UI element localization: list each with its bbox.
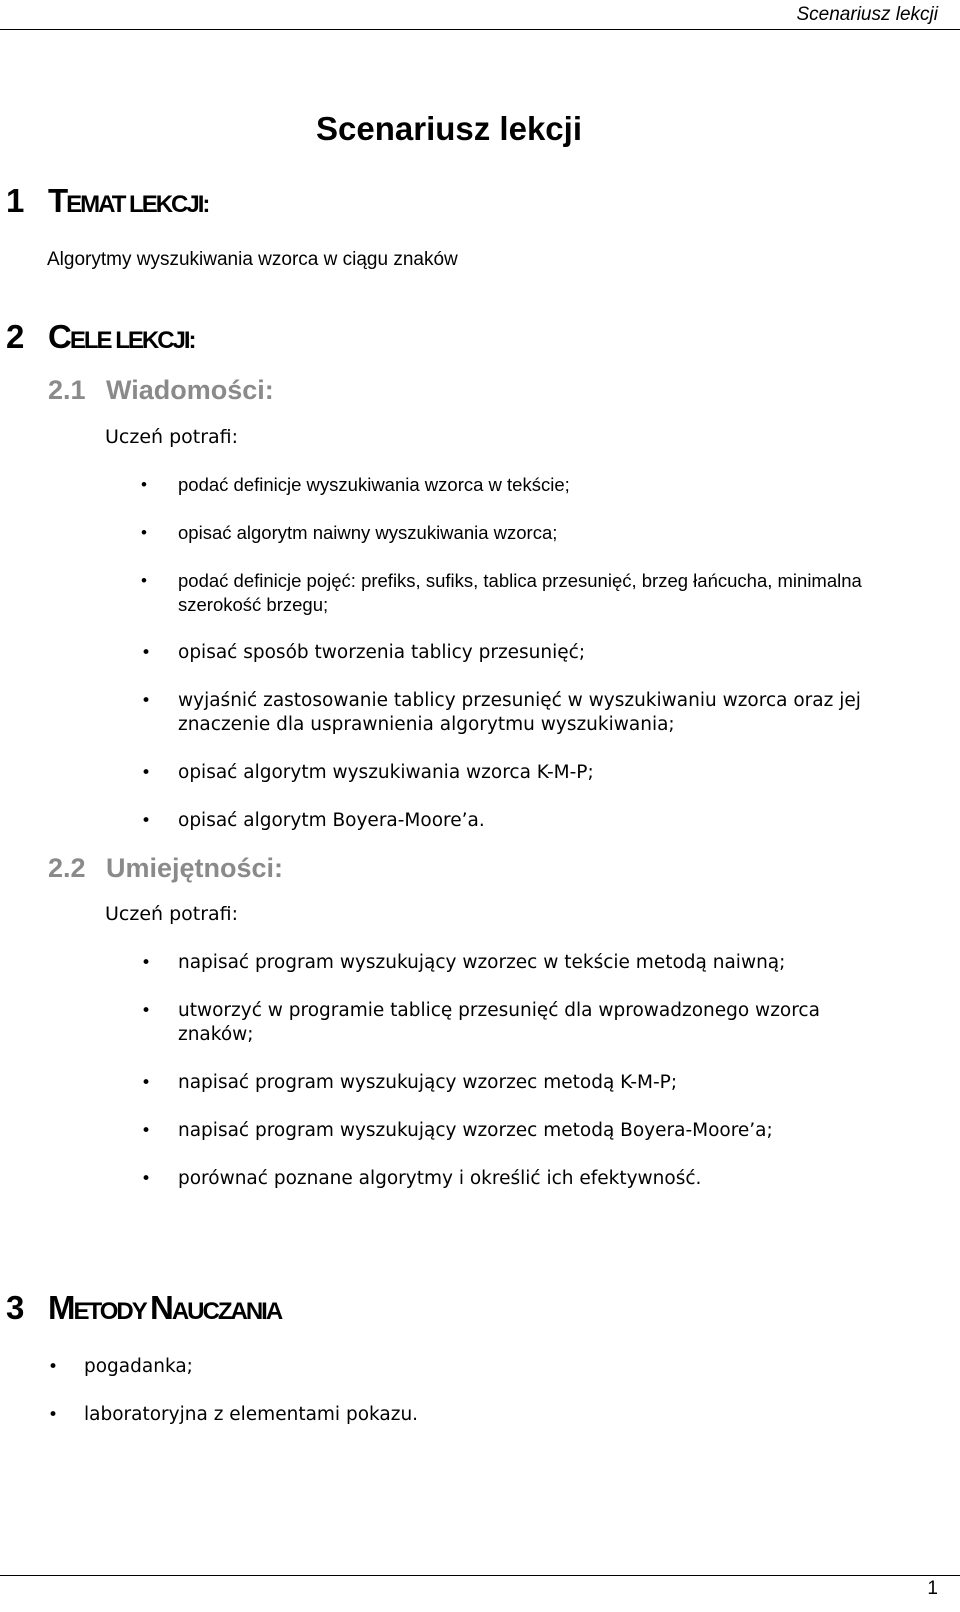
knowledge-list xyxy=(178,473,898,857)
skills-list xyxy=(178,951,898,1215)
subsection-2-2-number: 2.2 xyxy=(48,853,86,883)
list-item: • opisać algorytm Boyera-Moore’a. xyxy=(178,809,898,833)
running-footer xyxy=(0,1575,960,1612)
list-item: • podać definicje wyszukiwania wzorca w tekście; xyxy=(178,473,898,497)
section-1-initial: T xyxy=(48,182,67,219)
page-number: 1 xyxy=(927,1578,938,1599)
list-item: • napisać program wyszukujący wzorzec metodą Boyera-Moore’a; xyxy=(178,1119,898,1143)
list-item: • wyjaśnić zastosowanie tablicy przesunięć w wyszukiwaniu wzorca oraz jej znaczenie dla usprawnienia algorytmu wyszukiwania; xyxy=(178,689,898,737)
document-title: Scenariusz lekcji xyxy=(316,110,582,147)
section-1-title-rest: EMAT LEKCJI: xyxy=(66,191,209,218)
section-3-title-rest-2: AUCZANIA xyxy=(171,1298,282,1325)
section-2-number: 2 xyxy=(6,318,25,355)
list-item: • utworzyć w programie tablicę przesunięć dla wprowadzonego wzorca znaków; xyxy=(178,999,898,1047)
header-text: Scenariusz lekcji xyxy=(796,4,938,25)
section-2-initial: C xyxy=(48,318,70,355)
running-header xyxy=(0,0,960,30)
section-2-heading xyxy=(6,318,195,356)
list-item: • opisać algorytm naiwny wyszukiwania wzorca; xyxy=(178,521,898,545)
list-item: • porównać poznane algorytmy i określić ich efektywność. xyxy=(178,1167,898,1191)
subsection-2-1-number: 2.1 xyxy=(48,375,86,405)
list-item: • opisać algorytm wyszukiwania wzorca K-M-P; xyxy=(178,761,898,785)
subsection-2-1-heading xyxy=(48,375,274,406)
section-3-title-rest-1: ETODY xyxy=(73,1298,150,1325)
subsection-2-2-heading xyxy=(48,853,283,884)
list-item: • napisać program wyszukujący wzorzec w tekście metodą naiwną; xyxy=(178,951,898,975)
lesson-topic-text: Algorytmy wyszukiwania wzorca w ciągu znaków xyxy=(47,249,458,270)
section-3-initial-2: N xyxy=(149,1289,172,1326)
subsection-2-1-title: Wiadomości: xyxy=(106,375,274,405)
subsection-2-2-lead: Uczeń potrafi: xyxy=(105,903,239,925)
section-1-heading xyxy=(6,182,208,220)
section-2-title-rest: ELE LEKCJI: xyxy=(69,327,195,354)
list-item: • laboratoryjna z elementami pokazu. xyxy=(84,1403,884,1427)
section-3-number: 3 xyxy=(6,1289,25,1326)
section-3-initial: M xyxy=(48,1289,74,1326)
section-3-heading xyxy=(6,1289,281,1327)
subsection-2-1-lead: Uczeń potrafi: xyxy=(105,426,239,448)
list-item: • opisać sposób tworzenia tablicy przesunięć; xyxy=(178,641,898,665)
list-item: • napisać program wyszukujący wzorzec metodą K-M-P; xyxy=(178,1071,898,1095)
list-item: • podać definicje pojęć: prefiks, sufiks, tablica przesunięć, brzeg łańcucha, minimalna szerokość brzegu; xyxy=(178,569,898,617)
section-1-number: 1 xyxy=(6,182,25,219)
teaching-methods-list xyxy=(84,1355,884,1451)
list-item: • pogadanka; xyxy=(84,1355,884,1379)
subsection-2-2-title: Umiejętności: xyxy=(106,853,284,883)
